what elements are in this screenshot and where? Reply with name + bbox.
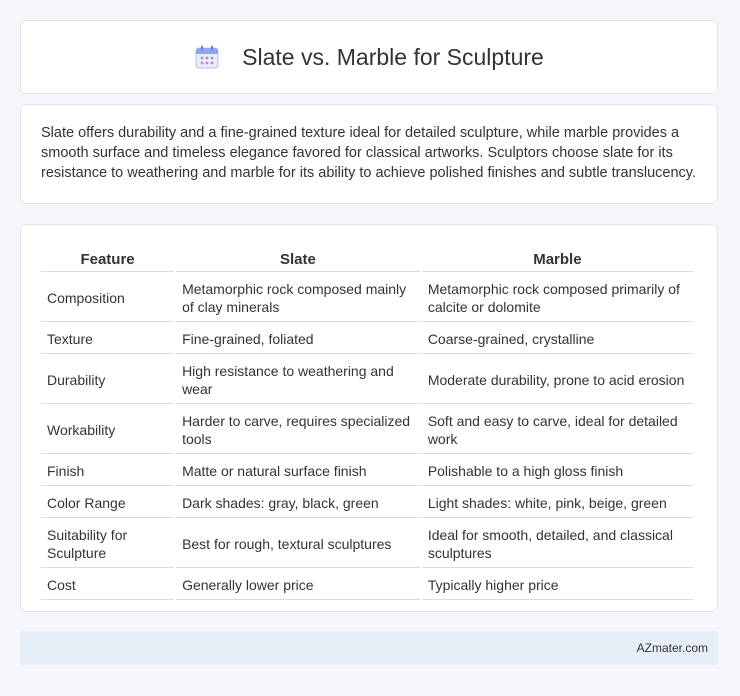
row-feature: Composition	[41, 274, 174, 322]
row-slate: Best for rough, textural sculptures	[176, 520, 420, 568]
row-feature: Color Range	[41, 488, 174, 518]
row-feature: Finish	[41, 456, 174, 486]
row-marble: Metamorphic rock composed primarily of calcite or dolomite	[422, 274, 693, 322]
table-header-row	[41, 247, 693, 272]
table-row	[41, 570, 693, 600]
header-feature: Feature	[41, 247, 174, 272]
header-slate: Slate	[176, 247, 420, 272]
row-feature: Cost	[41, 570, 174, 600]
title-card	[20, 20, 718, 94]
row-slate: Matte or natural surface finish	[176, 456, 420, 486]
table-row	[41, 488, 693, 518]
row-feature: Suitability for Sculpture	[41, 520, 174, 568]
table-row	[41, 456, 693, 486]
table-row	[41, 406, 693, 454]
row-slate: Dark shades: gray, black, green	[176, 488, 420, 518]
comparison-table	[39, 245, 695, 602]
row-slate: Fine-grained, foliated	[176, 324, 420, 354]
row-slate: Generally lower price	[176, 570, 420, 600]
row-marble: Light shades: white, pink, beige, green	[422, 488, 693, 518]
row-slate: Metamorphic rock composed mainly of clay minerals	[176, 274, 420, 322]
row-slate: High resistance to weathering and wear	[176, 356, 420, 404]
footer-brand[interactable]: AZmater.com	[636, 641, 708, 655]
comparison-table-card	[20, 224, 718, 612]
row-feature: Durability	[41, 356, 174, 404]
row-marble: Soft and easy to carve, ideal for detailed work	[422, 406, 693, 454]
table-row	[41, 274, 693, 322]
page-title: Slate vs. Marble for Sculpture	[242, 43, 544, 70]
summary-text: Slate offers durability and a fine-grained texture ideal for detailed sculpture, while marble provides a smooth surface and timeless elegance favored for classical artworks. Sculptors choose slate for its resistance to weathering and marble for its ability to achieve polished finishes and subtle translucency.	[41, 125, 697, 181]
row-marble: Moderate durability, prone to acid erosion	[422, 356, 693, 404]
row-marble: Typically higher price	[422, 570, 693, 600]
row-feature: Workability	[41, 406, 174, 454]
row-slate: Harder to carve, requires specialized tools	[176, 406, 420, 454]
table-row	[41, 324, 693, 354]
footer	[20, 631, 718, 665]
table-row	[41, 520, 693, 568]
row-marble: Ideal for smooth, detailed, and classical sculptures	[422, 520, 693, 568]
summary-card	[20, 104, 718, 204]
row-feature: Texture	[41, 324, 174, 354]
row-marble: Coarse-grained, crystalline	[422, 324, 693, 354]
table-row	[41, 356, 693, 404]
calendar-icon	[194, 44, 220, 70]
header-marble: Marble	[422, 247, 693, 272]
row-marble: Polishable to a high gloss finish	[422, 456, 693, 486]
